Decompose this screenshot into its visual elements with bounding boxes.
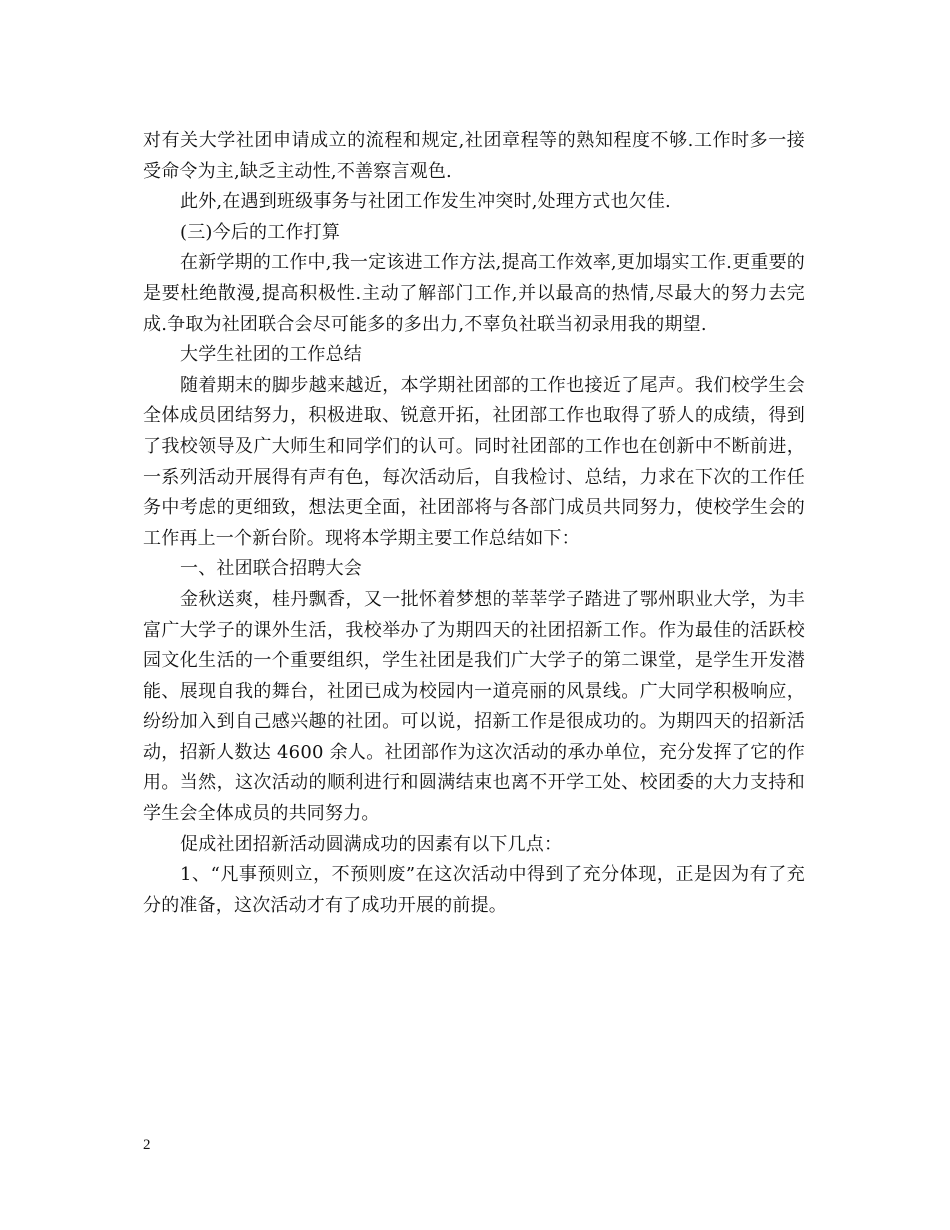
section-heading: (三)今后的工作打算: [180, 221, 341, 243]
paragraph: 促成社团招新活动圆满成功的因素有以下几点：: [180, 833, 563, 855]
paragraph: 1、“凡事预则立，不预则废”在这次活动中得到了充分体现，正是因为有了充分的准备，这次活动才有了成功开展的前提。: [143, 864, 805, 916]
paragraph: 随着期末的脚步越来越近，本学期社团部的工作也接近了尾声。我们校学生会全体成员团结努力，积极进取、锐意开拓，社团部工作也取得了骄人的成绩，得到了我校领导及广大师生和同学们的认可。同时社团部的工作也在创新中不断前进，一系列活动开展得有声有色，每次活动后，自我检讨、总结，力求在下次的工作任务中考虑的更细致，想法更全面，社团部将与各部门成员共同努力，使校学生会的工作再上一个新台阶。现将本学期主要工作总结如下：: [143, 374, 805, 549]
paragraph: 对有关大学社团申请成立的流程和规定,社团章程等的熟知程度不够.工作时多一接受命令为主,缺乏主动性,不善察言观色.: [143, 130, 805, 182]
section-heading: 大学生社团的工作总结: [180, 344, 362, 366]
paragraph: 金秋送爽，桂丹飘香，又一批怀着梦想的莘莘学子踏进了鄂州职业大学，为丰富广大学子的课外生活，我校举办了为期四天的社团招新工作。作为最佳的活跃校园文化生活的一个重要组织，学生社团是我们广大学子的第二课堂，是学生开发潜能、展现自我的舞台，社团已成为校园内一道亮丽的风景线。广大同学积极响应，纷纷加入到自己感兴趣的社团。可以说，招新工作是很成功的。为期四天的招新活动，招新人数达 4600 余人。社团部作为这次活动的承办单位，充分发挥了它的作用。当然，这次活动的顺利进行和圆满结束也离不开学工处、校团委的大力支持和学生会全体成员的共同努力。: [143, 588, 805, 825]
page-number: 2: [143, 1137, 151, 1153]
paragraph: 此外,在遇到班级事务与社团工作发生冲突时,处理方式也欠佳.: [180, 191, 671, 213]
section-heading: 一、社团联合招聘大会: [180, 558, 362, 580]
paragraph: 在新学期的工作中,我一定该进工作方法,提高工作效率,更加塌实工作.更重要的是要杜绝散漫,提高积极性.主动了解部门工作,并以最高的热情,尽最大的努力去完成.争取为社团联合会尽可能多的多出力,不辜负社联当初录用我的期望.: [143, 252, 805, 335]
document-body: [143, 126, 805, 921]
